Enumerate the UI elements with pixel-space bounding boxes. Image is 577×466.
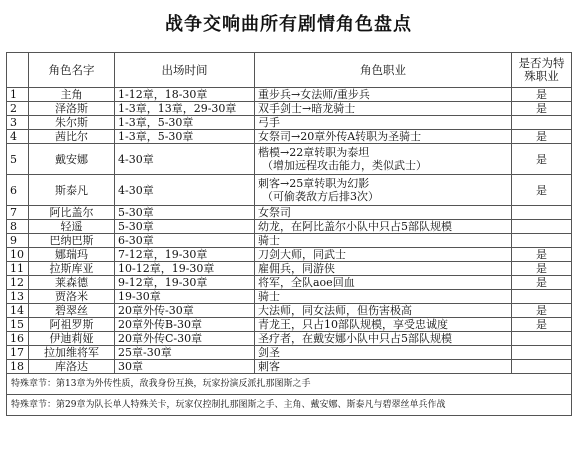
cell-job: [255, 276, 512, 290]
cell-job: [255, 102, 512, 116]
header-row: [7, 53, 572, 88]
cell-job: [255, 304, 512, 318]
cell-time: 5-30章: [115, 220, 255, 234]
cell-no: 10: [7, 248, 29, 262]
cell-job: [255, 360, 512, 374]
page-title: 战争交响曲所有剧情角色盘点: [165, 14, 412, 35]
cell-name: 莱森德: [29, 276, 115, 290]
job-line: 重步兵→女法师/重步兵: [258, 88, 370, 101]
table-row: [7, 206, 572, 220]
cell-no: 12: [7, 276, 29, 290]
cell-name: 库洛达: [29, 360, 115, 374]
job-line: 女祭司: [258, 206, 291, 219]
cell-time: 30章: [115, 360, 255, 374]
header-special: 是否为特殊职业: [512, 53, 572, 88]
job-line: 刺客→25章转职为幻影: [258, 177, 370, 190]
job-line: 骑士: [258, 234, 280, 247]
note-text: 特殊章节：第29章为队长单人特殊关卡，玩家仅控制扎那图斯之手、主角、戴安娜、斯泰凡与碧翠丝单兵作战: [7, 395, 572, 416]
job-line: 将军，全队aoe回血: [258, 276, 355, 289]
cell-job: [255, 175, 512, 206]
table-row: [7, 248, 572, 262]
cell-time: 1-3章，5-30章: [115, 116, 255, 130]
cell-no: 1: [7, 88, 29, 102]
table-row: [7, 116, 572, 130]
cell-special: [512, 346, 572, 360]
cell-name: 斯泰凡: [29, 175, 115, 206]
cell-special: [512, 332, 572, 346]
cell-name: 娜瑞玛: [29, 248, 115, 262]
note-text: 特殊章节：第13章为外传性质，敌我身份互换，玩家扮演反派扎那图斯之手: [7, 374, 572, 395]
header-name: 角色名字: [29, 53, 115, 88]
cell-time: 20章外传B-30章: [115, 318, 255, 332]
job-line: 幼龙，在阿比盖尔小队中只占5部队规模: [258, 220, 452, 233]
table-row: [7, 262, 572, 276]
cell-time: 19-30章: [115, 290, 255, 304]
cell-job: [255, 346, 512, 360]
cell-no: 11: [7, 262, 29, 276]
cell-special: 是: [512, 248, 572, 262]
cell-job: [255, 206, 512, 220]
job-line: 女祭司→20章外传A转职为圣骑士: [258, 130, 422, 143]
cell-job: [255, 332, 512, 346]
cell-time: 4-30章: [115, 175, 255, 206]
cell-job: [255, 220, 512, 234]
cell-name: 轻遥: [29, 220, 115, 234]
cell-name: 戴安娜: [29, 144, 115, 175]
cell-special: 是: [512, 102, 572, 116]
cell-no: 3: [7, 116, 29, 130]
job-line: 雇佣兵，同游侠: [258, 262, 335, 275]
cell-time: 4-30章: [115, 144, 255, 175]
job-line: 刀剑大师，同武士: [258, 248, 346, 261]
table-row: [7, 88, 572, 102]
table-row: [7, 220, 572, 234]
cell-time: 7-12章，19-30章: [115, 248, 255, 262]
cell-time: 10-12章，19-30章: [115, 262, 255, 276]
cell-name: 阿比盖尔: [29, 206, 115, 220]
job-line: 双手剑士→暗龙骑士: [258, 102, 356, 115]
cell-name: 阿祖罗斯: [29, 318, 115, 332]
cell-job: [255, 234, 512, 248]
job-line: 刺客: [258, 360, 280, 373]
table-row: [7, 175, 572, 206]
cell-special: [512, 116, 572, 130]
cell-special: 是: [512, 304, 572, 318]
job-line: 楷模→22章转职为泰坦: [258, 146, 370, 159]
header-job: 角色职业: [255, 53, 512, 88]
table-row: [7, 144, 572, 175]
cell-name: 伊迪莉娅: [29, 332, 115, 346]
cell-name: 贾洛米: [29, 290, 115, 304]
cell-special: 是: [512, 276, 572, 290]
cell-special: [512, 290, 572, 304]
job-line: 大法师，同女法师，但伤害极高: [258, 304, 412, 317]
header-no: [7, 53, 29, 88]
cell-time: 1-12章，18-30章: [115, 88, 255, 102]
cell-name: 碧翠丝: [29, 304, 115, 318]
table-row: [7, 276, 572, 290]
cell-time: 6-30章: [115, 234, 255, 248]
cell-special: [512, 220, 572, 234]
cell-job: [255, 290, 512, 304]
cell-time: 1-3章，13章，29-30章: [115, 102, 255, 116]
cell-special: 是: [512, 318, 572, 332]
cell-time: 25章-30章: [115, 346, 255, 360]
cell-special: 是: [512, 144, 572, 175]
cell-special: [512, 360, 572, 374]
cell-name: 朱尔斯: [29, 116, 115, 130]
table-row: [7, 332, 572, 346]
header-time: 出场时间: [115, 53, 255, 88]
cell-time: 5-30章: [115, 206, 255, 220]
job-line: 弓手: [258, 116, 280, 129]
cell-name: 主角: [29, 88, 115, 102]
table-row: [7, 360, 572, 374]
notes-body: [7, 374, 572, 416]
cell-special: 是: [512, 130, 572, 144]
cell-job: [255, 248, 512, 262]
note-row: [7, 374, 572, 395]
cell-no: 8: [7, 220, 29, 234]
cell-time: 20章外传C-30章: [115, 332, 255, 346]
cell-no: 2: [7, 102, 29, 116]
cell-job: [255, 88, 512, 102]
cell-name: 泽洛斯: [29, 102, 115, 116]
job-line: 青龙王，只占10部队规模，享受忠诚度: [258, 318, 448, 331]
cell-special: 是: [512, 88, 572, 102]
table-row: [7, 290, 572, 304]
table-row: [7, 234, 572, 248]
cell-name: 拉加维将军: [29, 346, 115, 360]
cell-special: [512, 206, 572, 220]
cell-no: 16: [7, 332, 29, 346]
table-row: [7, 102, 572, 116]
job-line: 圣疗者，在戴安娜小队中只占5部队规模: [258, 332, 452, 345]
cell-job: [255, 144, 512, 175]
table-row: [7, 318, 572, 332]
cell-name: 茜比尔: [29, 130, 115, 144]
cell-no: 9: [7, 234, 29, 248]
cell-time: 1-3章，5-30章: [115, 130, 255, 144]
job-line: 骑士: [258, 290, 280, 303]
cell-name: 巴纳巴斯: [29, 234, 115, 248]
cell-no: 6: [7, 175, 29, 206]
table-row: [7, 304, 572, 318]
note-row: [7, 395, 572, 416]
cell-time: 9-12章，19-30章: [115, 276, 255, 290]
roles-table: [6, 52, 572, 416]
cell-no: 4: [7, 130, 29, 144]
cell-no: 15: [7, 318, 29, 332]
cell-no: 5: [7, 144, 29, 175]
cell-job: [255, 318, 512, 332]
cell-no: 7: [7, 206, 29, 220]
job-line: （可偷袭敌方后排3次）: [262, 190, 379, 203]
table-body: [7, 88, 572, 374]
cell-job: [255, 262, 512, 276]
job-line: 剑圣: [258, 346, 280, 359]
cell-no: 18: [7, 360, 29, 374]
cell-no: 13: [7, 290, 29, 304]
job-line: （增加远程攻击能力，类似武士）: [262, 159, 427, 172]
cell-special: 是: [512, 262, 572, 276]
table-row: [7, 130, 572, 144]
cell-special: 是: [512, 175, 572, 206]
cell-name: 拉斯库亚: [29, 262, 115, 276]
cell-time: 20章外传-30章: [115, 304, 255, 318]
cell-job: [255, 130, 512, 144]
table-row: [7, 346, 572, 360]
cell-no: 17: [7, 346, 29, 360]
cell-special: [512, 234, 572, 248]
cell-job: [255, 116, 512, 130]
cell-no: 14: [7, 304, 29, 318]
